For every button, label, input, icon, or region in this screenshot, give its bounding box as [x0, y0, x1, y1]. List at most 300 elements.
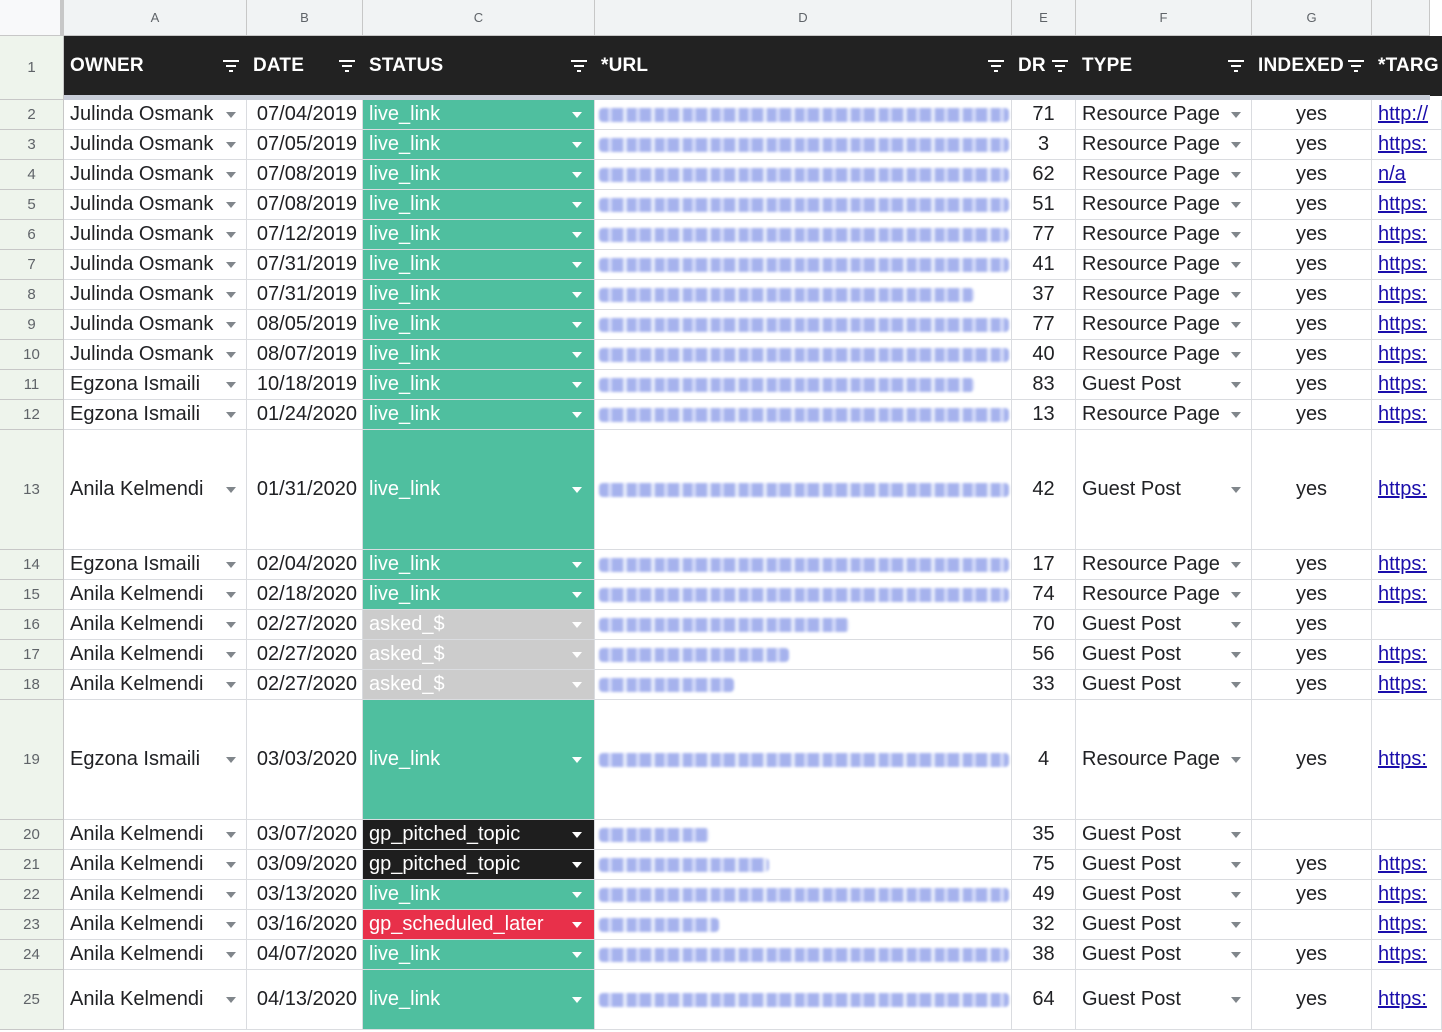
url-cell[interactable]: [595, 220, 1012, 250]
status-cell[interactable]: [363, 430, 595, 550]
dropdown-arrow-icon[interactable]: [1231, 112, 1241, 118]
date-cell[interactable]: [247, 610, 363, 640]
status-cell[interactable]: [363, 910, 595, 940]
row-number-9[interactable]: 9: [0, 310, 64, 340]
owner-cell[interactable]: [64, 190, 247, 220]
dr-cell[interactable]: [1012, 280, 1076, 310]
row-number-17[interactable]: 17: [0, 640, 64, 670]
target-cell[interactable]: [1372, 610, 1442, 640]
dropdown-arrow-icon[interactable]: [1231, 622, 1241, 628]
column-header-d[interactable]: D: [595, 0, 1012, 36]
dropdown-arrow-icon[interactable]: [572, 142, 582, 148]
owner-cell[interactable]: [64, 280, 247, 310]
type-filter-icon[interactable]: [1226, 56, 1246, 76]
type-cell[interactable]: [1076, 130, 1252, 160]
target-cell[interactable]: [1372, 340, 1442, 370]
row-number-3[interactable]: 3: [0, 130, 64, 160]
dropdown-arrow-icon[interactable]: [1231, 562, 1241, 568]
dropdown-arrow-icon[interactable]: [572, 952, 582, 958]
type-cell[interactable]: [1076, 430, 1252, 550]
dropdown-arrow-icon[interactable]: [1231, 412, 1241, 418]
dropdown-arrow-icon[interactable]: [572, 382, 582, 388]
dr-cell[interactable]: [1012, 190, 1076, 220]
dropdown-arrow-icon[interactable]: [226, 562, 236, 568]
type-cell[interactable]: [1076, 100, 1252, 130]
status-cell[interactable]: [363, 970, 595, 1030]
url-filter-icon[interactable]: [986, 56, 1006, 76]
type-cell[interactable]: [1076, 310, 1252, 340]
target-cell[interactable]: [1372, 910, 1442, 940]
dropdown-arrow-icon[interactable]: [226, 232, 236, 238]
owner-cell[interactable]: [64, 220, 247, 250]
owner-cell[interactable]: [64, 130, 247, 160]
target-cell[interactable]: [1372, 190, 1442, 220]
dropdown-arrow-icon[interactable]: [1231, 262, 1241, 268]
dropdown-arrow-icon[interactable]: [572, 112, 582, 118]
column-header-h[interactable]: [1372, 0, 1430, 36]
indexed-cell[interactable]: [1252, 280, 1372, 310]
dr-cell[interactable]: [1012, 670, 1076, 700]
dropdown-arrow-icon[interactable]: [1231, 652, 1241, 658]
url-cell[interactable]: [595, 250, 1012, 280]
date-cell[interactable]: [247, 190, 363, 220]
status-cell[interactable]: [363, 370, 595, 400]
indexed-cell[interactable]: [1252, 430, 1372, 550]
dropdown-arrow-icon[interactable]: [572, 292, 582, 298]
dropdown-arrow-icon[interactable]: [1231, 232, 1241, 238]
type-cell[interactable]: [1076, 700, 1252, 820]
target-cell[interactable]: [1372, 130, 1442, 160]
type-cell[interactable]: [1076, 370, 1252, 400]
dr-cell[interactable]: [1012, 580, 1076, 610]
dr-cell[interactable]: [1012, 970, 1076, 1030]
dropdown-arrow-icon[interactable]: [1231, 862, 1241, 868]
target-cell[interactable]: [1372, 850, 1442, 880]
status-cell[interactable]: [363, 340, 595, 370]
dr-cell[interactable]: [1012, 370, 1076, 400]
owner-cell[interactable]: [64, 880, 247, 910]
target-cell[interactable]: [1372, 700, 1442, 820]
row-number-14[interactable]: 14: [0, 550, 64, 580]
column-header-b[interactable]: B: [247, 0, 363, 36]
dropdown-arrow-icon[interactable]: [1231, 202, 1241, 208]
indexed-cell[interactable]: [1252, 670, 1372, 700]
dropdown-arrow-icon[interactable]: [572, 892, 582, 898]
url-cell[interactable]: [595, 670, 1012, 700]
url-cell[interactable]: [595, 160, 1012, 190]
owner-cell[interactable]: [64, 160, 247, 190]
dropdown-arrow-icon[interactable]: [572, 682, 582, 688]
dropdown-arrow-icon[interactable]: [1231, 952, 1241, 958]
target-cell[interactable]: [1372, 580, 1442, 610]
dr-cell[interactable]: [1012, 100, 1076, 130]
header-url[interactable]: [595, 36, 1012, 96]
dropdown-arrow-icon[interactable]: [226, 202, 236, 208]
date-cell[interactable]: [247, 100, 363, 130]
date-cell[interactable]: [247, 400, 363, 430]
owner-cell[interactable]: [64, 970, 247, 1030]
dr-cell[interactable]: [1012, 130, 1076, 160]
target-cell[interactable]: [1372, 670, 1442, 700]
dropdown-arrow-icon[interactable]: [226, 682, 236, 688]
dropdown-arrow-icon[interactable]: [1231, 292, 1241, 298]
dropdown-arrow-icon[interactable]: [1231, 487, 1241, 493]
target-cell[interactable]: [1372, 100, 1442, 130]
owner-cell[interactable]: [64, 610, 247, 640]
owner-filter-icon[interactable]: [221, 56, 241, 76]
header-type[interactable]: [1076, 36, 1252, 96]
owner-cell[interactable]: [64, 430, 247, 550]
dropdown-arrow-icon[interactable]: [572, 352, 582, 358]
date-cell[interactable]: [247, 310, 363, 340]
header-indexed[interactable]: [1252, 36, 1372, 96]
row-number-10[interactable]: 10: [0, 340, 64, 370]
dropdown-arrow-icon[interactable]: [1231, 997, 1241, 1003]
dropdown-arrow-icon[interactable]: [572, 562, 582, 568]
indexed-cell[interactable]: [1252, 340, 1372, 370]
row-number-4[interactable]: 4: [0, 160, 64, 190]
type-cell[interactable]: [1076, 940, 1252, 970]
indexed-cell[interactable]: [1252, 130, 1372, 160]
dr-cell[interactable]: [1012, 160, 1076, 190]
dropdown-arrow-icon[interactable]: [572, 487, 582, 493]
dr-cell[interactable]: [1012, 340, 1076, 370]
date-cell[interactable]: [247, 670, 363, 700]
status-cell[interactable]: [363, 700, 595, 820]
dropdown-arrow-icon[interactable]: [1231, 352, 1241, 358]
row-number-11[interactable]: 11: [0, 370, 64, 400]
owner-cell[interactable]: [64, 850, 247, 880]
row-number-15[interactable]: 15: [0, 580, 64, 610]
url-cell[interactable]: [595, 850, 1012, 880]
date-cell[interactable]: [247, 430, 363, 550]
indexed-filter-icon[interactable]: [1346, 56, 1366, 76]
type-cell[interactable]: [1076, 640, 1252, 670]
indexed-cell[interactable]: [1252, 100, 1372, 130]
column-header-e[interactable]: E: [1012, 0, 1076, 36]
status-cell[interactable]: [363, 280, 595, 310]
owner-cell[interactable]: [64, 400, 247, 430]
url-cell[interactable]: [595, 910, 1012, 940]
row-number-12[interactable]: 12: [0, 400, 64, 430]
header-owner[interactable]: [64, 36, 247, 96]
dr-cell[interactable]: [1012, 910, 1076, 940]
dropdown-arrow-icon[interactable]: [226, 412, 236, 418]
header-status[interactable]: [363, 36, 595, 96]
indexed-cell[interactable]: [1252, 250, 1372, 280]
type-cell[interactable]: [1076, 820, 1252, 850]
indexed-cell[interactable]: [1252, 880, 1372, 910]
column-header-g[interactable]: G: [1252, 0, 1372, 36]
row-number-23[interactable]: 23: [0, 910, 64, 940]
owner-cell[interactable]: [64, 700, 247, 820]
indexed-cell[interactable]: [1252, 400, 1372, 430]
select-all-corner[interactable]: [0, 0, 64, 36]
dr-cell[interactable]: [1012, 700, 1076, 820]
indexed-cell[interactable]: [1252, 820, 1372, 850]
date-cell[interactable]: [247, 880, 363, 910]
row-number-16[interactable]: 16: [0, 610, 64, 640]
dr-cell[interactable]: [1012, 400, 1076, 430]
dropdown-arrow-icon[interactable]: [572, 652, 582, 658]
dropdown-arrow-icon[interactable]: [226, 262, 236, 268]
url-cell[interactable]: [595, 340, 1012, 370]
status-cell[interactable]: [363, 940, 595, 970]
owner-cell[interactable]: [64, 310, 247, 340]
dr-cell[interactable]: [1012, 310, 1076, 340]
row-number-6[interactable]: 6: [0, 220, 64, 250]
date-cell[interactable]: [247, 250, 363, 280]
status-cell[interactable]: [363, 670, 595, 700]
dropdown-arrow-icon[interactable]: [572, 592, 582, 598]
owner-cell[interactable]: [64, 670, 247, 700]
status-cell[interactable]: [363, 640, 595, 670]
dropdown-arrow-icon[interactable]: [226, 292, 236, 298]
date-cell[interactable]: [247, 820, 363, 850]
dropdown-arrow-icon[interactable]: [226, 922, 236, 928]
row-number-24[interactable]: 24: [0, 940, 64, 970]
dropdown-arrow-icon[interactable]: [226, 652, 236, 658]
target-cell[interactable]: [1372, 940, 1442, 970]
indexed-cell[interactable]: [1252, 850, 1372, 880]
type-cell[interactable]: [1076, 250, 1252, 280]
dropdown-arrow-icon[interactable]: [572, 922, 582, 928]
dropdown-arrow-icon[interactable]: [1231, 592, 1241, 598]
dropdown-arrow-icon[interactable]: [226, 832, 236, 838]
dropdown-arrow-icon[interactable]: [226, 622, 236, 628]
column-header-c[interactable]: C: [363, 0, 595, 36]
date-cell[interactable]: [247, 640, 363, 670]
status-cell[interactable]: [363, 400, 595, 430]
target-cell[interactable]: [1372, 820, 1442, 850]
dropdown-arrow-icon[interactable]: [1231, 322, 1241, 328]
dropdown-arrow-icon[interactable]: [226, 862, 236, 868]
dropdown-arrow-icon[interactable]: [1231, 832, 1241, 838]
dropdown-arrow-icon[interactable]: [572, 832, 582, 838]
target-cell[interactable]: [1372, 430, 1442, 550]
status-cell[interactable]: [363, 550, 595, 580]
dr-cell[interactable]: [1012, 550, 1076, 580]
dropdown-arrow-icon[interactable]: [226, 487, 236, 493]
target-cell[interactable]: [1372, 220, 1442, 250]
dropdown-arrow-icon[interactable]: [226, 322, 236, 328]
date-filter-icon[interactable]: [337, 56, 357, 76]
dropdown-arrow-icon[interactable]: [572, 757, 582, 763]
dropdown-arrow-icon[interactable]: [572, 202, 582, 208]
url-cell[interactable]: [595, 550, 1012, 580]
indexed-cell[interactable]: [1252, 700, 1372, 820]
dropdown-arrow-icon[interactable]: [226, 892, 236, 898]
row-number-21[interactable]: 21: [0, 850, 64, 880]
url-cell[interactable]: [595, 700, 1012, 820]
indexed-cell[interactable]: [1252, 160, 1372, 190]
row-number-13[interactable]: 13: [0, 430, 64, 550]
type-cell[interactable]: [1076, 610, 1252, 640]
dr-cell[interactable]: [1012, 220, 1076, 250]
dropdown-arrow-icon[interactable]: [226, 142, 236, 148]
date-cell[interactable]: [247, 550, 363, 580]
target-cell[interactable]: [1372, 250, 1442, 280]
column-header-a[interactable]: A: [64, 0, 247, 36]
url-cell[interactable]: [595, 880, 1012, 910]
row-number-25[interactable]: 25: [0, 970, 64, 1030]
indexed-cell[interactable]: [1252, 310, 1372, 340]
dr-cell[interactable]: [1012, 640, 1076, 670]
dropdown-arrow-icon[interactable]: [1231, 382, 1241, 388]
owner-cell[interactable]: [64, 340, 247, 370]
target-cell[interactable]: [1372, 400, 1442, 430]
dr-cell[interactable]: [1012, 940, 1076, 970]
row-number-1[interactable]: 1: [0, 36, 64, 100]
type-cell[interactable]: [1076, 670, 1252, 700]
type-cell[interactable]: [1076, 190, 1252, 220]
type-cell[interactable]: [1076, 910, 1252, 940]
row-number-18[interactable]: 18: [0, 670, 64, 700]
url-cell[interactable]: [595, 100, 1012, 130]
row-number-22[interactable]: 22: [0, 880, 64, 910]
dropdown-arrow-icon[interactable]: [1231, 172, 1241, 178]
owner-cell[interactable]: [64, 100, 247, 130]
date-cell[interactable]: [247, 340, 363, 370]
status-cell[interactable]: [363, 580, 595, 610]
target-cell[interactable]: [1372, 550, 1442, 580]
type-cell[interactable]: [1076, 280, 1252, 310]
owner-cell[interactable]: [64, 940, 247, 970]
indexed-cell[interactable]: [1252, 550, 1372, 580]
type-cell[interactable]: [1076, 340, 1252, 370]
owner-cell[interactable]: [64, 910, 247, 940]
row-number-20[interactable]: 20: [0, 820, 64, 850]
header-dr[interactable]: [1012, 36, 1076, 96]
target-cell[interactable]: [1372, 280, 1442, 310]
dr-cell[interactable]: [1012, 850, 1076, 880]
row-number-19[interactable]: 19: [0, 700, 64, 820]
date-cell[interactable]: [247, 850, 363, 880]
type-cell[interactable]: [1076, 550, 1252, 580]
dropdown-arrow-icon[interactable]: [226, 352, 236, 358]
dropdown-arrow-icon[interactable]: [1231, 142, 1241, 148]
status-cell[interactable]: [363, 250, 595, 280]
status-cell[interactable]: [363, 850, 595, 880]
type-cell[interactable]: [1076, 850, 1252, 880]
dropdown-arrow-icon[interactable]: [226, 952, 236, 958]
date-cell[interactable]: [247, 970, 363, 1030]
type-cell[interactable]: [1076, 580, 1252, 610]
row-number-2[interactable]: 2: [0, 100, 64, 130]
type-cell[interactable]: [1076, 220, 1252, 250]
date-cell[interactable]: [247, 940, 363, 970]
status-cell[interactable]: [363, 100, 595, 130]
dr-cell[interactable]: [1012, 250, 1076, 280]
dropdown-arrow-icon[interactable]: [572, 262, 582, 268]
dropdown-arrow-icon[interactable]: [226, 172, 236, 178]
indexed-cell[interactable]: [1252, 370, 1372, 400]
owner-cell[interactable]: [64, 580, 247, 610]
column-header-f[interactable]: F: [1076, 0, 1252, 36]
status-cell[interactable]: [363, 220, 595, 250]
dropdown-arrow-icon[interactable]: [226, 592, 236, 598]
url-cell[interactable]: [595, 610, 1012, 640]
dr-filter-icon[interactable]: [1050, 56, 1070, 76]
dropdown-arrow-icon[interactable]: [572, 862, 582, 868]
dr-cell[interactable]: [1012, 610, 1076, 640]
target-cell[interactable]: [1372, 640, 1442, 670]
indexed-cell[interactable]: [1252, 220, 1372, 250]
type-cell[interactable]: [1076, 160, 1252, 190]
status-cell[interactable]: [363, 160, 595, 190]
type-cell[interactable]: [1076, 970, 1252, 1030]
date-cell[interactable]: [247, 910, 363, 940]
indexed-cell[interactable]: [1252, 940, 1372, 970]
date-cell[interactable]: [247, 130, 363, 160]
owner-cell[interactable]: [64, 250, 247, 280]
target-cell[interactable]: [1372, 880, 1442, 910]
indexed-cell[interactable]: [1252, 610, 1372, 640]
owner-cell[interactable]: [64, 370, 247, 400]
status-cell[interactable]: [363, 130, 595, 160]
status-cell[interactable]: [363, 190, 595, 220]
owner-cell[interactable]: [64, 640, 247, 670]
date-cell[interactable]: [247, 280, 363, 310]
indexed-cell[interactable]: [1252, 190, 1372, 220]
indexed-cell[interactable]: [1252, 970, 1372, 1030]
dropdown-arrow-icon[interactable]: [226, 757, 236, 763]
date-cell[interactable]: [247, 700, 363, 820]
indexed-cell[interactable]: [1252, 580, 1372, 610]
target-cell[interactable]: [1372, 970, 1442, 1030]
dropdown-arrow-icon[interactable]: [572, 997, 582, 1003]
dropdown-arrow-icon[interactable]: [1231, 757, 1241, 763]
type-cell[interactable]: [1076, 880, 1252, 910]
target-cell[interactable]: [1372, 370, 1442, 400]
type-cell[interactable]: [1076, 400, 1252, 430]
target-cell[interactable]: [1372, 160, 1442, 190]
status-cell[interactable]: [363, 820, 595, 850]
url-cell[interactable]: [595, 430, 1012, 550]
dropdown-arrow-icon[interactable]: [1231, 892, 1241, 898]
date-cell[interactable]: [247, 370, 363, 400]
dropdown-arrow-icon[interactable]: [1231, 682, 1241, 688]
dropdown-arrow-icon[interactable]: [226, 112, 236, 118]
row-number-5[interactable]: 5: [0, 190, 64, 220]
dropdown-arrow-icon[interactable]: [1231, 922, 1241, 928]
dropdown-arrow-icon[interactable]: [572, 412, 582, 418]
dr-cell[interactable]: [1012, 430, 1076, 550]
url-cell[interactable]: [595, 820, 1012, 850]
header-target[interactable]: [1372, 36, 1442, 96]
row-number-8[interactable]: 8: [0, 280, 64, 310]
url-cell[interactable]: [595, 640, 1012, 670]
date-cell[interactable]: [247, 580, 363, 610]
url-cell[interactable]: [595, 370, 1012, 400]
status-cell[interactable]: [363, 310, 595, 340]
dr-cell[interactable]: [1012, 880, 1076, 910]
row-number-7[interactable]: 7: [0, 250, 64, 280]
target-cell[interactable]: [1372, 310, 1442, 340]
owner-cell[interactable]: [64, 820, 247, 850]
url-cell[interactable]: [595, 940, 1012, 970]
dropdown-arrow-icon[interactable]: [226, 997, 236, 1003]
status-filter-icon[interactable]: [569, 56, 589, 76]
indexed-cell[interactable]: [1252, 910, 1372, 940]
url-cell[interactable]: [595, 130, 1012, 160]
dropdown-arrow-icon[interactable]: [226, 382, 236, 388]
url-cell[interactable]: [595, 190, 1012, 220]
dropdown-arrow-icon[interactable]: [572, 172, 582, 178]
dropdown-arrow-icon[interactable]: [572, 322, 582, 328]
url-cell[interactable]: [595, 310, 1012, 340]
dropdown-arrow-icon[interactable]: [572, 232, 582, 238]
